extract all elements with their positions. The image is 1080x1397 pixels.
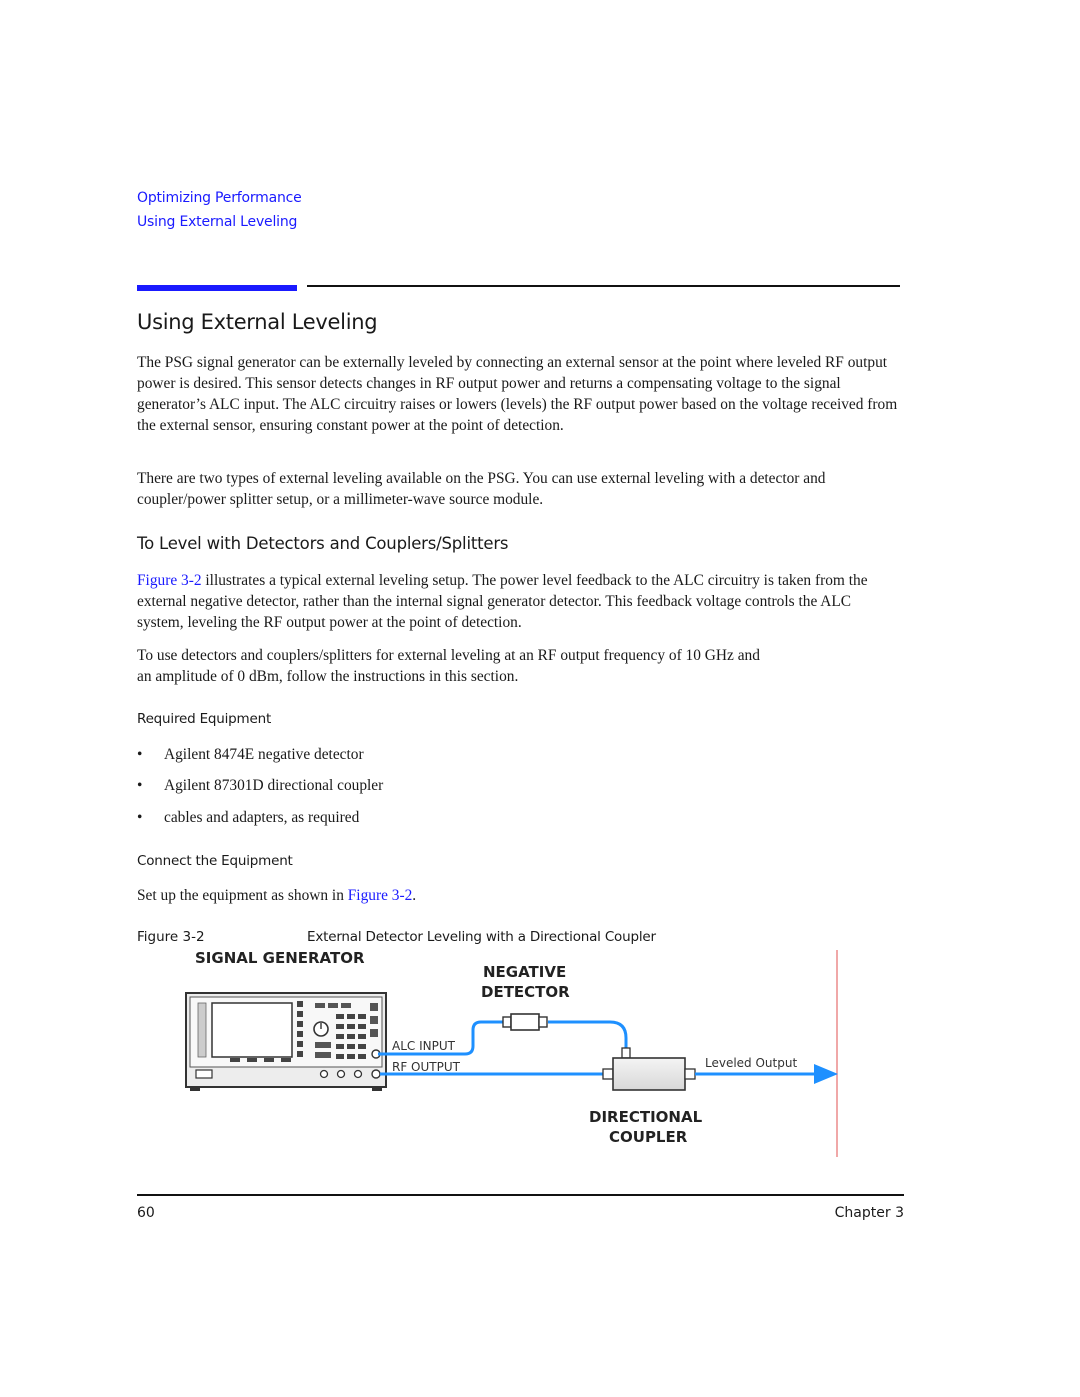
section-title: Using External Leveling bbox=[137, 310, 378, 334]
bullet-marker: • bbox=[137, 746, 143, 763]
leveled-output-arrow bbox=[814, 1064, 838, 1084]
section-rule bbox=[307, 285, 900, 287]
breadcrumb-section[interactable]: Using External Leveling bbox=[137, 214, 298, 230]
signal-generator-label: SIGNAL GENERATOR bbox=[195, 949, 365, 967]
figure-3-2-link[interactable]: Figure 3-2 bbox=[347, 887, 413, 904]
bullet-marker: • bbox=[137, 809, 143, 826]
connect-equipment-text bbox=[137, 885, 899, 906]
list-item bbox=[137, 746, 537, 768]
coupler-label: COUPLER bbox=[609, 1128, 688, 1146]
breadcrumb-chapter[interactable]: Optimizing Performance bbox=[137, 190, 302, 206]
intro-paragraph-2: There are two types of external leveling available on the PSG. You can use external leveling with a detector and coupler/power splitter setup, or a millimeter-wave source module. bbox=[137, 470, 826, 508]
subsection-title: To Level with Detectors and Couplers/Splitters bbox=[137, 534, 509, 553]
list-item-text: Agilent 87301D directional coupler bbox=[164, 777, 384, 794]
figure-caption: External Detector Leveling with a Directional Coupler bbox=[307, 929, 656, 945]
list-item-text: Agilent 8474E negative detector bbox=[164, 746, 364, 763]
connect-equipment-text-lead: Set up the equipment as shown in bbox=[137, 887, 348, 904]
connect-equipment-heading: Connect the Equipment bbox=[137, 853, 293, 869]
signal-generator-icon bbox=[186, 993, 386, 1091]
subsection-paragraph-1 bbox=[137, 570, 899, 633]
figure-3-2-link[interactable]: Figure 3-2 bbox=[137, 572, 202, 589]
list-item bbox=[137, 809, 537, 831]
subsection-paragraph-2: To use detectors and couplers/splitters for external leveling at an RF output frequency of 10 GHz and an amplitude of 0 dBm, follow the instructions in this section. bbox=[137, 647, 760, 685]
footer-rule bbox=[137, 1194, 904, 1196]
external-leveling-diagram bbox=[0, 940, 1080, 1165]
leveled-output-label: Leveled Output bbox=[705, 1056, 798, 1070]
directional-coupler-icon bbox=[603, 1048, 695, 1090]
directional-label: DIRECTIONAL bbox=[589, 1108, 703, 1126]
alc-input-label: ALC INPUT bbox=[392, 1039, 455, 1053]
page-number: 60 bbox=[137, 1205, 155, 1221]
bullet-marker: • bbox=[137, 777, 143, 794]
list-item-text: cables and adapters, as required bbox=[164, 809, 360, 826]
detector-cable bbox=[548, 1022, 626, 1048]
negative-label: NEGATIVE bbox=[483, 963, 567, 981]
rf-output-label: RF OUTPUT bbox=[392, 1060, 460, 1074]
detector-label: DETECTOR bbox=[481, 983, 570, 1001]
negative-detector-icon bbox=[503, 1014, 547, 1030]
list-item bbox=[137, 777, 537, 799]
figure-label: Figure 3-2 bbox=[137, 929, 205, 945]
intro-paragraph-1: The PSG signal generator can be externally leveled by connecting an external sensor at the point where leveled RF output power is desired. This sensor detects changes in RF output power and returns a compensating voltage to the signal generator’s ALC input. The ALC circuitry raises or lowers (levels) the RF output power based on the voltage received from the external sensor, ensuring constant power at the point of detection. bbox=[137, 354, 898, 434]
subsection-paragraph-1-text: illustrates a typical external leveling setup. The power level feedback to the ALC circuitry is taken from the external negative detector, rather than the internal signal generator detector. This feedback voltage controls the ALC system, leveling the RF output power at the point of detection. bbox=[137, 572, 868, 631]
required-equipment-heading: Required Equipment bbox=[137, 711, 272, 727]
connect-equipment-text-end: . bbox=[412, 887, 417, 904]
section-accent-bar bbox=[137, 285, 297, 291]
chapter-label: Chapter 3 bbox=[834, 1205, 904, 1221]
